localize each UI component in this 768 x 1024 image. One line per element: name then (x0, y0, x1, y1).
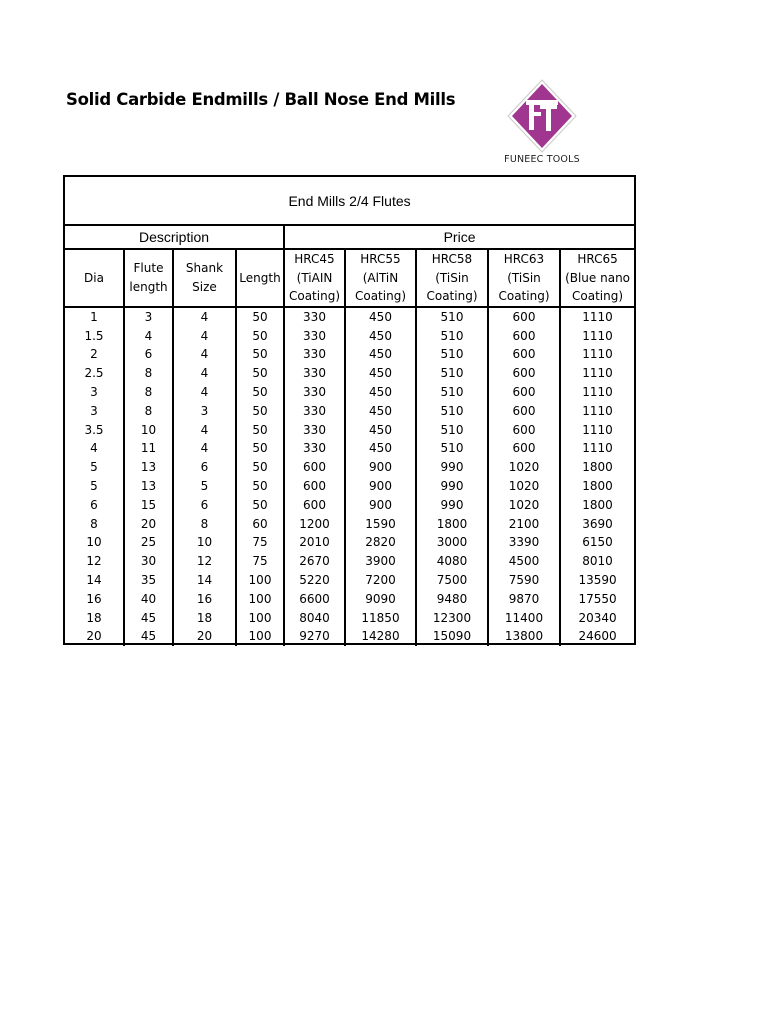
column-header-line: (TiSin (507, 270, 541, 285)
cell-hrc63: 1020 (488, 495, 560, 514)
cell-dia: 5 (65, 477, 124, 496)
cell-hrc45: 330 (284, 383, 345, 402)
cell-hrc58: 510 (416, 439, 488, 458)
cell-flute-length: 15 (124, 495, 173, 514)
cell-flute-length: 8 (124, 364, 173, 383)
column-header-line: Length (239, 270, 281, 285)
cell-flute-length: 13 (124, 458, 173, 477)
logo-text: FUNEEC TOOLS (504, 154, 580, 165)
cell-dia: 4 (65, 439, 124, 458)
cell-hrc63: 600 (488, 364, 560, 383)
cell-length: 100 (236, 627, 284, 646)
table-row (65, 439, 634, 458)
column-header-row (65, 249, 634, 307)
cell-hrc45: 330 (284, 439, 345, 458)
cell-hrc65: 1800 (582, 479, 613, 494)
table-title: End Mills 2/4 Flutes (65, 177, 634, 225)
cell-hrc45: 5220 (284, 571, 345, 590)
price-table-container (63, 175, 636, 645)
cell-hrc55: 1590 (345, 514, 416, 533)
cell-hrc58: 510 (416, 326, 488, 345)
cell-hrc45: 600 (284, 477, 345, 496)
cell-length: 75 (236, 552, 284, 571)
column-header-line: HRC58 (431, 252, 473, 266)
column-header-line: (TiAIN (296, 270, 333, 285)
table-row (65, 533, 634, 552)
cell-shank-size: 16 (173, 589, 236, 608)
cell-hrc65: 3690 (582, 516, 613, 531)
cell-hrc45: 330 (284, 420, 345, 439)
cell-hrc55: 450 (345, 345, 416, 364)
column-header-hrc65 (560, 249, 634, 307)
cell-hrc65: 1110 (582, 309, 613, 324)
cell-shank-size: 4 (173, 307, 236, 327)
cell-shank-size: 14 (173, 571, 236, 590)
description-group-header: Description (65, 225, 284, 249)
column-header-length (236, 249, 284, 307)
cell-hrc63: 1020 (488, 477, 560, 496)
cell-flute-length: 6 (124, 345, 173, 364)
cell-hrc65: 1800 (582, 460, 613, 475)
cell-dia: 12 (65, 552, 124, 571)
cell-hrc65: 1800 (582, 497, 613, 512)
table-row (65, 420, 634, 439)
cell-hrc65: 13590 (578, 573, 617, 588)
page-title: Solid Carbide Endmills / Ball Nose End Mills (66, 90, 456, 109)
cell-hrc45: 330 (284, 364, 345, 383)
cell-shank-size: 4 (173, 364, 236, 383)
cell-hrc58: 510 (416, 345, 488, 364)
cell-length: 100 (236, 589, 284, 608)
cell-hrc55: 900 (345, 458, 416, 477)
cell-flute-length: 45 (124, 608, 173, 627)
cell-hrc65: 1110 (582, 347, 613, 362)
table-row (65, 458, 634, 477)
table-row (65, 345, 634, 364)
cell-flute-length: 30 (124, 552, 173, 571)
cell-length: 50 (236, 477, 284, 496)
cell-dia: 1.5 (65, 326, 124, 345)
cell-hrc55: 450 (345, 326, 416, 345)
column-header-dia (65, 249, 124, 307)
cell-shank-size: 4 (173, 439, 236, 458)
column-header-flute-length (124, 249, 173, 307)
cell-flute-length: 4 (124, 326, 173, 345)
cell-length: 50 (236, 383, 284, 402)
column-header-line: HRC45 (294, 252, 335, 266)
cell-length: 50 (236, 495, 284, 514)
cell-dia: 14 (65, 571, 124, 590)
table-row (65, 571, 634, 590)
cell-hrc45: 2670 (284, 552, 345, 571)
cell-hrc58: 510 (416, 401, 488, 420)
table-row (65, 552, 634, 571)
table-row (65, 495, 634, 514)
table-row (65, 627, 634, 646)
cell-shank-size: 6 (173, 495, 236, 514)
cell-hrc58: 9480 (416, 589, 488, 608)
cell-hrc55: 7200 (345, 571, 416, 590)
cell-hrc45: 1200 (284, 514, 345, 533)
cell-hrc63: 600 (488, 420, 560, 439)
cell-hrc45: 600 (284, 458, 345, 477)
cell-dia: 18 (65, 608, 124, 627)
cell-flute-length: 8 (124, 383, 173, 402)
cell-length: 50 (236, 326, 284, 345)
table-row (65, 514, 634, 533)
cell-length: 50 (236, 420, 284, 439)
cell-length: 60 (236, 514, 284, 533)
cell-dia: 2.5 (65, 364, 124, 383)
price-table (65, 177, 634, 646)
table-row (65, 401, 634, 420)
column-header-hrc58 (416, 249, 488, 307)
cell-hrc58: 990 (416, 477, 488, 496)
table-row (65, 383, 634, 402)
cell-hrc63: 3390 (488, 533, 560, 552)
cell-flute-length: 25 (124, 533, 173, 552)
cell-dia: 3 (65, 383, 124, 402)
cell-hrc55: 450 (345, 364, 416, 383)
cell-hrc63: 600 (488, 326, 560, 345)
cell-hrc58: 7500 (416, 571, 488, 590)
column-header-hrc63 (488, 249, 560, 307)
cell-hrc65: 1110 (582, 366, 613, 381)
cell-hrc58: 12300 (416, 608, 488, 627)
cell-hrc55: 2820 (345, 533, 416, 552)
table-row (65, 364, 634, 383)
cell-shank-size: 5 (173, 477, 236, 496)
cell-length: 50 (236, 307, 284, 327)
cell-shank-size: 20 (173, 627, 236, 646)
column-header-line: HRC63 (503, 252, 545, 266)
cell-dia: 6 (65, 495, 124, 514)
cell-hrc58: 510 (416, 383, 488, 402)
column-header-line: HRC65 (577, 252, 618, 266)
cell-length: 50 (236, 439, 284, 458)
cell-hrc63: 1020 (488, 458, 560, 477)
cell-flute-length: 8 (124, 401, 173, 420)
cell-shank-size: 10 (173, 533, 236, 552)
cell-shank-size: 4 (173, 345, 236, 364)
cell-flute-length: 35 (124, 571, 173, 590)
cell-hrc58: 990 (416, 495, 488, 514)
cell-hrc58: 510 (416, 420, 488, 439)
funeec-tools-logo (496, 78, 588, 168)
cell-hrc65: 1110 (582, 441, 613, 456)
price-group-header: Price (284, 225, 634, 249)
cell-hrc55: 450 (345, 420, 416, 439)
cell-hrc55: 450 (345, 307, 416, 327)
column-header-line: (TiSin (435, 270, 469, 285)
column-header-line: (AlTiN (362, 270, 399, 285)
cell-dia: 1 (65, 307, 124, 327)
cell-shank-size: 4 (173, 420, 236, 439)
cell-hrc45: 6600 (284, 589, 345, 608)
cell-shank-size: 4 (173, 326, 236, 345)
cell-shank-size: 12 (173, 552, 236, 571)
cell-dia: 8 (65, 514, 124, 533)
cell-flute-length: 20 (124, 514, 173, 533)
column-header-line: Coating) (572, 289, 624, 303)
cell-hrc63: 600 (488, 383, 560, 402)
cell-hrc63: 600 (488, 345, 560, 364)
cell-hrc55: 11850 (345, 608, 416, 627)
cell-dia: 16 (65, 589, 124, 608)
cell-hrc45: 330 (284, 326, 345, 345)
cell-flute-length: 3 (124, 307, 173, 327)
cell-flute-length: 45 (124, 627, 173, 646)
table-row (65, 477, 634, 496)
table-row (65, 307, 634, 327)
cell-flute-length: 11 (124, 439, 173, 458)
table-row (65, 326, 634, 345)
cell-hrc45: 600 (284, 495, 345, 514)
cell-dia: 20 (65, 627, 124, 646)
cell-hrc58: 990 (416, 458, 488, 477)
cell-length: 100 (236, 571, 284, 590)
cell-hrc55: 900 (345, 477, 416, 496)
cell-hrc65: 1110 (582, 422, 613, 437)
cell-hrc63: 600 (488, 307, 560, 327)
cell-hrc45: 330 (284, 307, 345, 327)
cell-hrc65: 1110 (582, 328, 613, 343)
cell-hrc55: 450 (345, 439, 416, 458)
cell-shank-size: 3 (173, 401, 236, 420)
cell-length: 100 (236, 608, 284, 627)
logo-diamond-icon (496, 78, 588, 154)
column-header-line: Coating) (288, 289, 341, 303)
cell-hrc63: 4500 (488, 552, 560, 571)
cell-hrc63: 600 (488, 401, 560, 420)
cell-length: 75 (236, 533, 284, 552)
column-header-shank-size (173, 249, 236, 307)
column-header-line: length (129, 279, 168, 294)
cell-length: 50 (236, 345, 284, 364)
cell-hrc65: 24600 (578, 629, 617, 644)
cell-length: 50 (236, 401, 284, 420)
column-header-line: HRC55 (360, 252, 401, 266)
cell-hrc55: 14280 (345, 627, 416, 646)
cell-hrc45: 8040 (284, 608, 345, 627)
cell-hrc45: 2010 (284, 533, 345, 552)
cell-dia: 2 (65, 345, 124, 364)
cell-hrc58: 510 (416, 307, 488, 327)
cell-hrc55: 900 (345, 495, 416, 514)
cell-hrc45: 9270 (284, 627, 345, 646)
cell-hrc65: 1110 (582, 385, 613, 400)
cell-hrc58: 510 (416, 364, 488, 383)
column-header-line: Coating) (498, 289, 550, 303)
cell-length: 50 (236, 458, 284, 477)
table-row (65, 608, 634, 627)
cell-hrc63: 600 (488, 439, 560, 458)
cell-shank-size: 4 (173, 383, 236, 402)
cell-dia: 3 (65, 401, 124, 420)
cell-hrc55: 3900 (345, 552, 416, 571)
cell-dia: 5 (65, 458, 124, 477)
cell-shank-size: 18 (173, 608, 236, 627)
cell-dia: 10 (65, 533, 124, 552)
cell-shank-size: 8 (173, 514, 236, 533)
column-header-hrc55 (345, 249, 416, 307)
column-header-hrc45 (284, 249, 345, 307)
cell-flute-length: 40 (124, 589, 173, 608)
cell-hrc45: 330 (284, 345, 345, 364)
table-row (65, 589, 634, 608)
cell-hrc55: 450 (345, 401, 416, 420)
column-header-line: Coating) (354, 289, 407, 303)
cell-hrc65: 1110 (582, 403, 613, 418)
cell-hrc58: 1800 (416, 514, 488, 533)
cell-hrc63: 9870 (488, 589, 560, 608)
column-header-line: Size (192, 279, 217, 294)
cell-hrc45: 330 (284, 401, 345, 420)
cell-hrc55: 450 (345, 383, 416, 402)
cell-dia: 3.5 (65, 420, 124, 439)
cell-length: 50 (236, 364, 284, 383)
cell-hrc58: 15090 (416, 627, 488, 646)
column-header-line: (Blue nano (565, 270, 631, 285)
cell-flute-length: 10 (124, 420, 173, 439)
cell-hrc65: 20340 (578, 610, 617, 625)
column-header-line: Flute (133, 261, 164, 276)
column-header-line: Dia (84, 270, 104, 285)
cell-hrc58: 4080 (416, 552, 488, 571)
cell-hrc63: 7590 (488, 571, 560, 590)
cell-hrc55: 9090 (345, 589, 416, 608)
cell-hrc63: 2100 (488, 514, 560, 533)
cell-hrc63: 11400 (488, 608, 560, 627)
cell-flute-length: 13 (124, 477, 173, 496)
cell-shank-size: 6 (173, 458, 236, 477)
cell-hrc65: 17550 (578, 591, 617, 606)
cell-hrc65: 6150 (582, 535, 613, 550)
column-header-line: Shank (185, 261, 224, 276)
cell-hrc58: 3000 (416, 533, 488, 552)
cell-hrc65: 8010 (582, 554, 613, 569)
cell-hrc63: 13800 (488, 627, 560, 646)
column-header-line: Coating) (426, 289, 478, 303)
